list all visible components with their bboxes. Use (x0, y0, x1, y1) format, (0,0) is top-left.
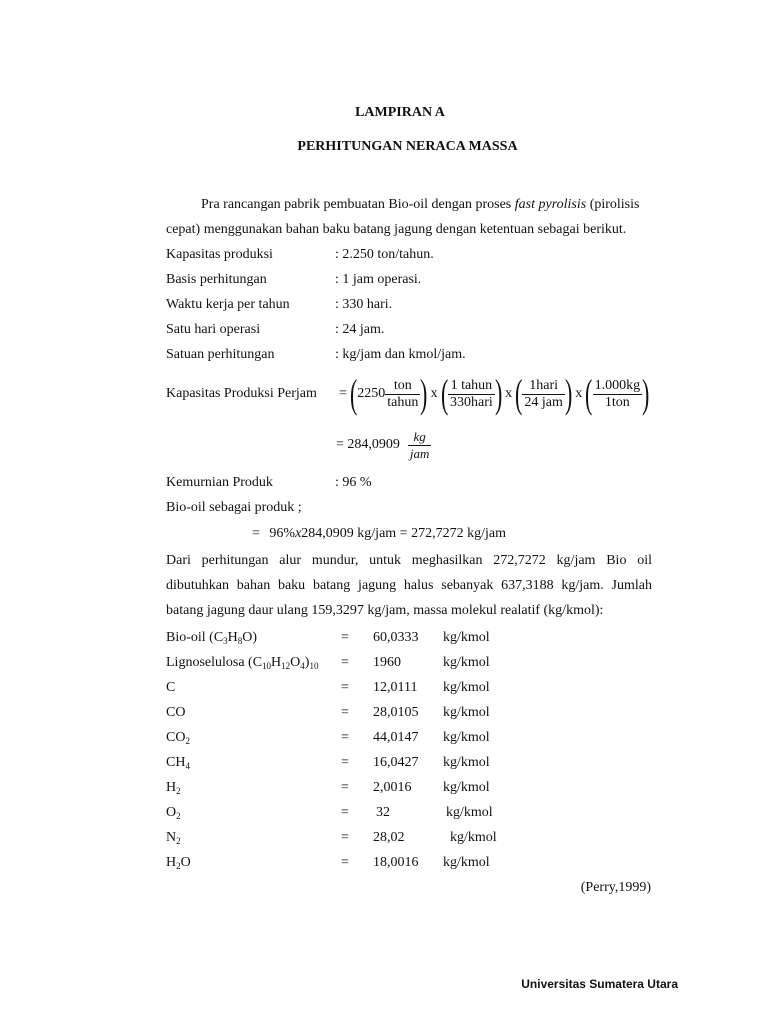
capacity-result (336, 427, 431, 463)
capacity-equation (336, 371, 650, 416)
unit: kg/kmol (443, 655, 490, 670)
compound-name: $H_2$ (166, 780, 181, 796)
term4-numerator: 1.000kg (594, 377, 641, 393)
term1-denominator: tahun (387, 394, 419, 410)
intro-text-a: Pra rancangan pabrik pembuatan Bio-oil dengan proses (201, 197, 515, 212)
paren-close: ) (564, 371, 573, 416)
molecular-weight-value: 32 (376, 805, 390, 820)
term1-coefficient: 2250 (357, 386, 386, 401)
unit: kg/kmol (443, 705, 490, 720)
result-unit-numerator: kg (408, 429, 432, 446)
spec-value: : 24 jam. (335, 322, 385, 337)
appendix-title: LAMPIRAN A (355, 105, 445, 120)
spec-value: : 1 jam operasi. (335, 272, 422, 287)
molecular-weight-value: 18,0016 (373, 855, 419, 870)
term4-fraction (593, 378, 643, 411)
compound-name: CO (166, 705, 186, 720)
equals-sign: = (341, 805, 349, 820)
paragraph-line-2: dibutuhkan bahan baku batang jagung halus sebanyak 637,3188 kg/jam. Jumlah (166, 578, 652, 593)
product-calculation (252, 527, 506, 541)
paragraph-line-1: Dari perhitungan alur mundur, untuk meghasilkan 272,7272 kg/jam Bio oil (166, 553, 652, 568)
equals-sign: = (341, 780, 349, 795)
spec-label: Waktu kerja per tahun (166, 297, 290, 312)
term3-numerator: 1hari (522, 378, 565, 395)
term1-numerator: ton (385, 378, 420, 395)
equals-sign: = (341, 830, 349, 845)
spec-label: Basis perhitungan (166, 272, 267, 287)
calc-equals: = (252, 526, 260, 541)
spec-value: : kg/jam dan kmol/jam. (335, 347, 466, 362)
capacity-label: Kapasitas Produksi Perjam (166, 386, 317, 401)
paren-close: ) (642, 371, 650, 416)
paren-open: ( (585, 371, 593, 416)
intro-line-2: cepat) menggunakan bahan baku batang jagung dengan ketentuan sebagai berikut. (166, 222, 627, 237)
compound-name: $CH_4$ (166, 755, 190, 771)
unit: kg/kmol (446, 805, 493, 820)
citation: (Perry,1999) (580, 880, 651, 895)
times-sign: x (430, 386, 438, 401)
calc-times: x (295, 526, 302, 541)
paren-open: ( (515, 371, 523, 416)
product-line: Bio-oil sebagai produk ; (166, 500, 302, 515)
times-sign: x (575, 386, 583, 401)
molecular-weight-value: 12,0111 (373, 680, 418, 695)
paren-close: ) (494, 371, 503, 416)
unit: kg/kmol (443, 630, 490, 645)
term4-denominator: 1ton (604, 394, 630, 410)
equals-sign: = (341, 755, 349, 770)
compound-name: $O_2$ (166, 805, 181, 821)
calc-percent: 96% (269, 526, 296, 541)
spec-value: : 2.250 ton/tahun. (335, 247, 434, 262)
molecular-weight-value: 16,0427 (373, 755, 419, 770)
molecular-weight-value: 28,02 (373, 830, 405, 845)
paren-close: ) (420, 371, 428, 416)
spec-label: Satuan perhitungan (166, 347, 275, 362)
unit: kg/kmol (443, 755, 490, 770)
equals-sign: = (341, 730, 349, 745)
result-unit-denominator: jam (409, 445, 430, 461)
paragraph-line-3: batang jagung daur ulang 159,3297 kg/jam, massa molekul realatif (kg/kmol): (166, 603, 604, 618)
term1-fraction (385, 378, 420, 411)
compound-name: Bio-oil $(C_3H_8O)$ (166, 630, 258, 646)
molecular-weight-value: 44,0147 (373, 730, 419, 745)
molecular-weight-value: 60,0333 (373, 630, 419, 645)
spec-label: Satu hari operasi (166, 322, 261, 337)
spec-label: Kapasitas produksi (166, 247, 273, 262)
equals-sign: = (341, 855, 349, 870)
intro-text-b: (pirolisis (586, 197, 640, 212)
term2-numerator: 1 tahun (448, 378, 495, 395)
purity-value: : 96 % (335, 475, 372, 490)
equals-sign: = (341, 680, 349, 695)
calc-result: 284,0909 kg/jam = 272,7272 kg/jam (301, 526, 506, 541)
equals-sign: = (339, 386, 347, 401)
compound-name: $CO_2$ (166, 730, 190, 746)
term2-denominator: 330hari (450, 394, 493, 410)
term2-fraction (448, 378, 495, 411)
equals-sign: = (341, 655, 349, 670)
times-sign: x (505, 386, 513, 401)
compound-name: $N_2$ (166, 830, 181, 846)
compound-name: C (166, 680, 176, 695)
unit: kg/kmol (443, 680, 490, 695)
result-value: = 284,0909 (336, 437, 400, 452)
section-title: PERHITUNGAN NERACA MASSA (297, 139, 518, 154)
equals-sign: = (341, 630, 349, 645)
molecular-weight-value: 1960 (373, 655, 401, 670)
unit: kg/kmol (443, 855, 490, 870)
result-unit-fraction (408, 429, 432, 462)
paren-open: ( (349, 371, 358, 416)
page-footer: Universitas Sumatera Utara (521, 977, 678, 991)
spec-value: : 330 hari. (335, 297, 393, 312)
paren-open: ( (440, 371, 449, 416)
compound-name: Lignoselulosa $(C_{10}H_{12}O_4)_{10}$ (166, 655, 319, 671)
term3-denominator: 24 jam (524, 394, 563, 410)
intro-line-1 (201, 198, 639, 212)
unit: kg/kmol (443, 780, 490, 795)
compound-name: $H_2O$ (166, 855, 191, 871)
intro-italic: fast pyrolisis (514, 197, 587, 212)
molecular-weight-value: 28,0105 (373, 705, 419, 720)
unit: kg/kmol (450, 830, 497, 845)
equals-sign: = (341, 705, 349, 720)
molecular-weight-value: 2,0016 (373, 780, 412, 795)
term3-fraction (522, 378, 565, 411)
purity-label: Kemurnian Produk (166, 475, 273, 490)
unit: kg/kmol (443, 730, 490, 745)
